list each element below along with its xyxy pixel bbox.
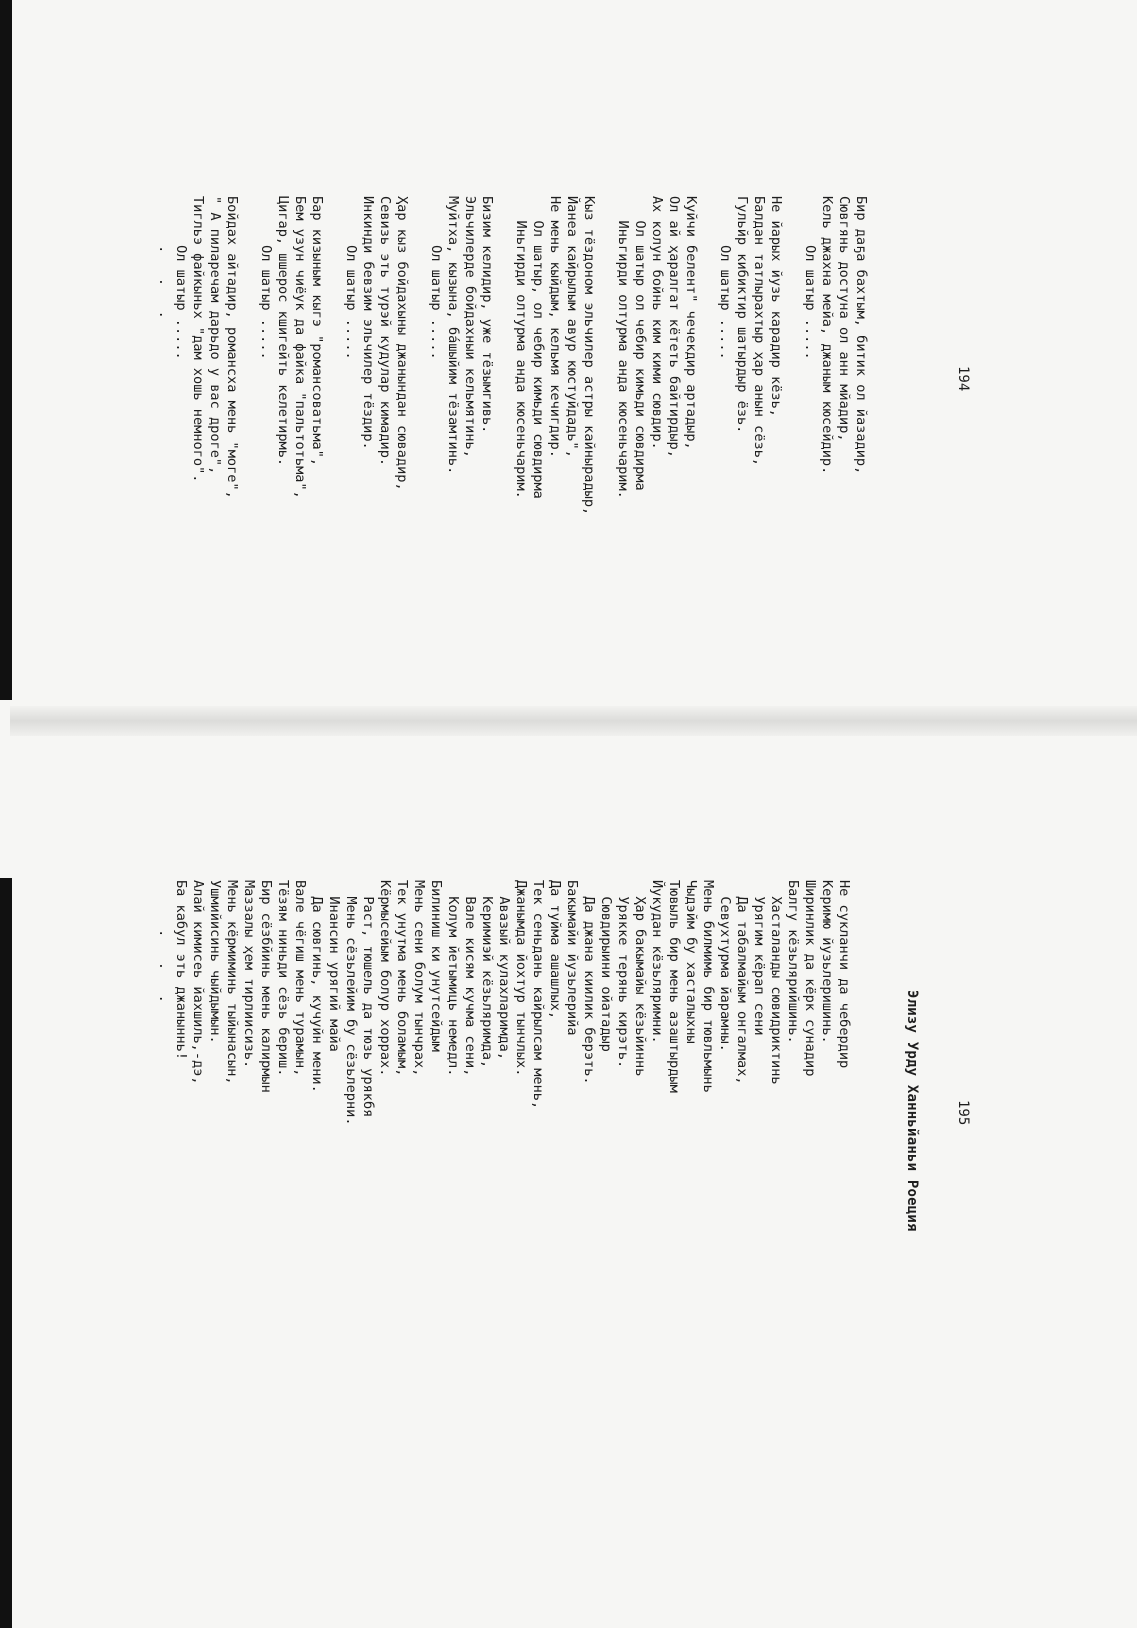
text-line: Ҳар кыз бойдахыны джанындан сювадир, (394, 196, 410, 491)
text-line: . . . (156, 196, 172, 319)
text-line: Ҳар бакымайы кёзьйиннь (632, 880, 648, 1077)
text-line: Ол ай ҳаралгат кётеть байтирдыр, (666, 196, 682, 458)
text-line: Ол шатыр ..... (428, 196, 444, 360)
text-line: Мень кёрмиминь тыйынасын, (224, 880, 240, 1085)
text-line: Бир даҕа бахтым, битик ол йазадир, (853, 196, 869, 475)
text-line: Билиниш ки унутсейдым (428, 880, 444, 1052)
text-line: Мень билмимь бир тювльмынь (700, 880, 716, 1093)
page-number: 195 (955, 1100, 971, 1126)
text-line: Ушмийисинь чыйдымын. (207, 880, 223, 1044)
text-line: Инансин урягий майа (326, 880, 342, 1052)
text-line: Да джана киилик берэть. (581, 880, 597, 1085)
text-line: Бем узун чиёук да файка "пальтотьма", (292, 196, 308, 499)
text-line: Джанымда йохтур тынчлых. (513, 880, 529, 1077)
text-line: Чыдэйм бу хасталыхны (683, 880, 699, 1044)
text-line: Севизь эть турэй кудулар кимадир. (377, 196, 393, 467)
text-line: Вале чёгиш мень турамын, (292, 880, 308, 1077)
text-line: Балгу кёзьлярийшинь. (785, 880, 801, 1044)
text-line (240, 196, 257, 515)
text-line: Севухтурма йарамны. (717, 880, 733, 1052)
text-line: Тювыль бир мень азаштырдым (666, 880, 682, 1093)
text-line: Балдан татлырахтыр ҳар анын сёзь, (751, 196, 767, 467)
text-line: Тигльэ файкыньх "дам хошь немного". (190, 196, 206, 483)
text-line: Муйтха, кызына, ба́шыйим тёзамтинь. (445, 196, 461, 475)
text-line: . . . (156, 880, 172, 1003)
scan-edge-shadow (0, 878, 12, 1628)
text-line: Куйчи белент" чечекдир артадыр, (683, 196, 699, 450)
text-line: Гульйр кибиктир шатырдыр ёзь. (734, 196, 750, 434)
text-line: Бакымайи йузьлерийа (564, 880, 580, 1036)
scan-edge-shadow (0, 0, 12, 700)
text-line: Ол шатыр, ол чебир кимьди сювдирма (530, 196, 546, 499)
text-line: Иньгирди олтурма анда кюсеньчарим. (615, 196, 631, 499)
left-page (121, 196, 1005, 515)
text-line: Ширинлик да кёрк сунадир (802, 880, 818, 1077)
text-line: Авазый кулахларимда, (496, 880, 512, 1061)
text-line: Маззалы ҳем тирлиисизь. (241, 880, 257, 1069)
text-line: Ол шатыр ..... (802, 196, 818, 360)
text-line: Тёзям ниньди сёзь бериш. (275, 880, 291, 1077)
text-line: Кыз тёздоном эльчилер астры кайнырадыр, (581, 196, 597, 516)
text-line (325, 196, 342, 515)
right-page (121, 880, 1005, 1232)
text-line: Цигар, шшерос кшигейть келетирмь. (275, 196, 291, 467)
text-line: Не мень кыйдым, кельмя кечигдир. (547, 196, 563, 458)
text-line (699, 196, 716, 515)
text-line (597, 196, 614, 515)
text-line: Керимю йузьлеришинь. (819, 880, 835, 1044)
text-line: Тек сеньдань кайрылсам мень, (530, 880, 546, 1110)
text-line: Раст, тюшель да тюзь урякбя (360, 880, 376, 1118)
poem-text (155, 880, 852, 1232)
page-title: Элизу Урду Ханньйаньи Роеция (904, 990, 920, 1232)
text-line: Мень сёзьлейим бу сёзьлерни. (343, 880, 359, 1126)
text-line: Бар кизыным кыгэ "романсоватьма", (309, 196, 325, 467)
text-line (784, 196, 801, 515)
text-line: Сювдирыини ойатадыр (598, 880, 614, 1052)
text-line: Ол шатыр ..... (173, 196, 189, 360)
text-line: Да сювгинь, кучуйн мени. (309, 880, 325, 1093)
text-line: Кель джахна мейа, джаным кюсейдир. (819, 196, 835, 475)
text-line (495, 196, 512, 515)
text-line: Йанеа кайрылым авур кюстуйдадь", (564, 196, 580, 458)
text-line: Ол шатыр ..... (343, 196, 359, 360)
text-line: Ол шатыр ..... (258, 196, 274, 360)
text-line: Колум йетымиць немедл. (445, 880, 461, 1077)
text-line: Бизим келидир, уже тёзымгивь. (479, 196, 495, 434)
text-line: Иньгирди олтурма анда кюсеньчарим. (513, 196, 529, 499)
text-line: Ол шатыр ..... (717, 196, 733, 360)
text-line: Эльчилерде бойдахныи кельмятинь, (462, 196, 478, 458)
text-line: " А пиларечам дарьдо у вас дроге", (207, 196, 223, 475)
text-line: Ба кабул эть джаныннь! (173, 880, 189, 1061)
text-line: Да табалмайым онгалмах, (734, 880, 750, 1085)
text-line: Алай кимисеь йахшиль,-дэ, (190, 880, 206, 1085)
text-line: Инкинди бевзим эльчилер тёздир. (360, 196, 376, 450)
text-line: Йукудан кёзьляримни. (649, 880, 665, 1044)
text-line: Бойдах айтадир, романсха мень "моге", (224, 196, 240, 499)
text-line: Урякке терянь кирэть. (615, 880, 631, 1069)
text-line: Урягим кёрап сени (751, 880, 767, 1036)
poem-text (155, 196, 869, 515)
text-line: Кёрмысейым болур хоррах. (377, 880, 393, 1077)
text-line: Тек унутма мень боламым, (394, 880, 410, 1077)
text-line: Ах колун бойнь ким кими сювдир. (649, 196, 665, 450)
text-line: Да туйма ашашлых, (547, 880, 563, 1020)
text-line: Вале кисям кучма сени, (462, 880, 478, 1077)
text-line: Не йарых йузь карадир кёзь, (768, 196, 784, 417)
page-number: 194 (955, 366, 971, 392)
text-line: Бир сёзбйинь мень калирмын (258, 880, 274, 1093)
text-line: Сювгянь достуна ол анн мйадир, (836, 196, 852, 442)
text-line: Хасталанды сювидриктинь (768, 880, 784, 1085)
page-fold (10, 706, 1137, 736)
text-line: Не сукланчи да чебердир (836, 880, 852, 1069)
text-line: Ол шатыр ол чебир кимьди сювдирма (632, 196, 648, 491)
text-line (410, 196, 427, 515)
text-line: Керимиэй кёзьляримда, (479, 880, 495, 1069)
text-line: Мень сени болум тынчрах, (411, 880, 427, 1077)
